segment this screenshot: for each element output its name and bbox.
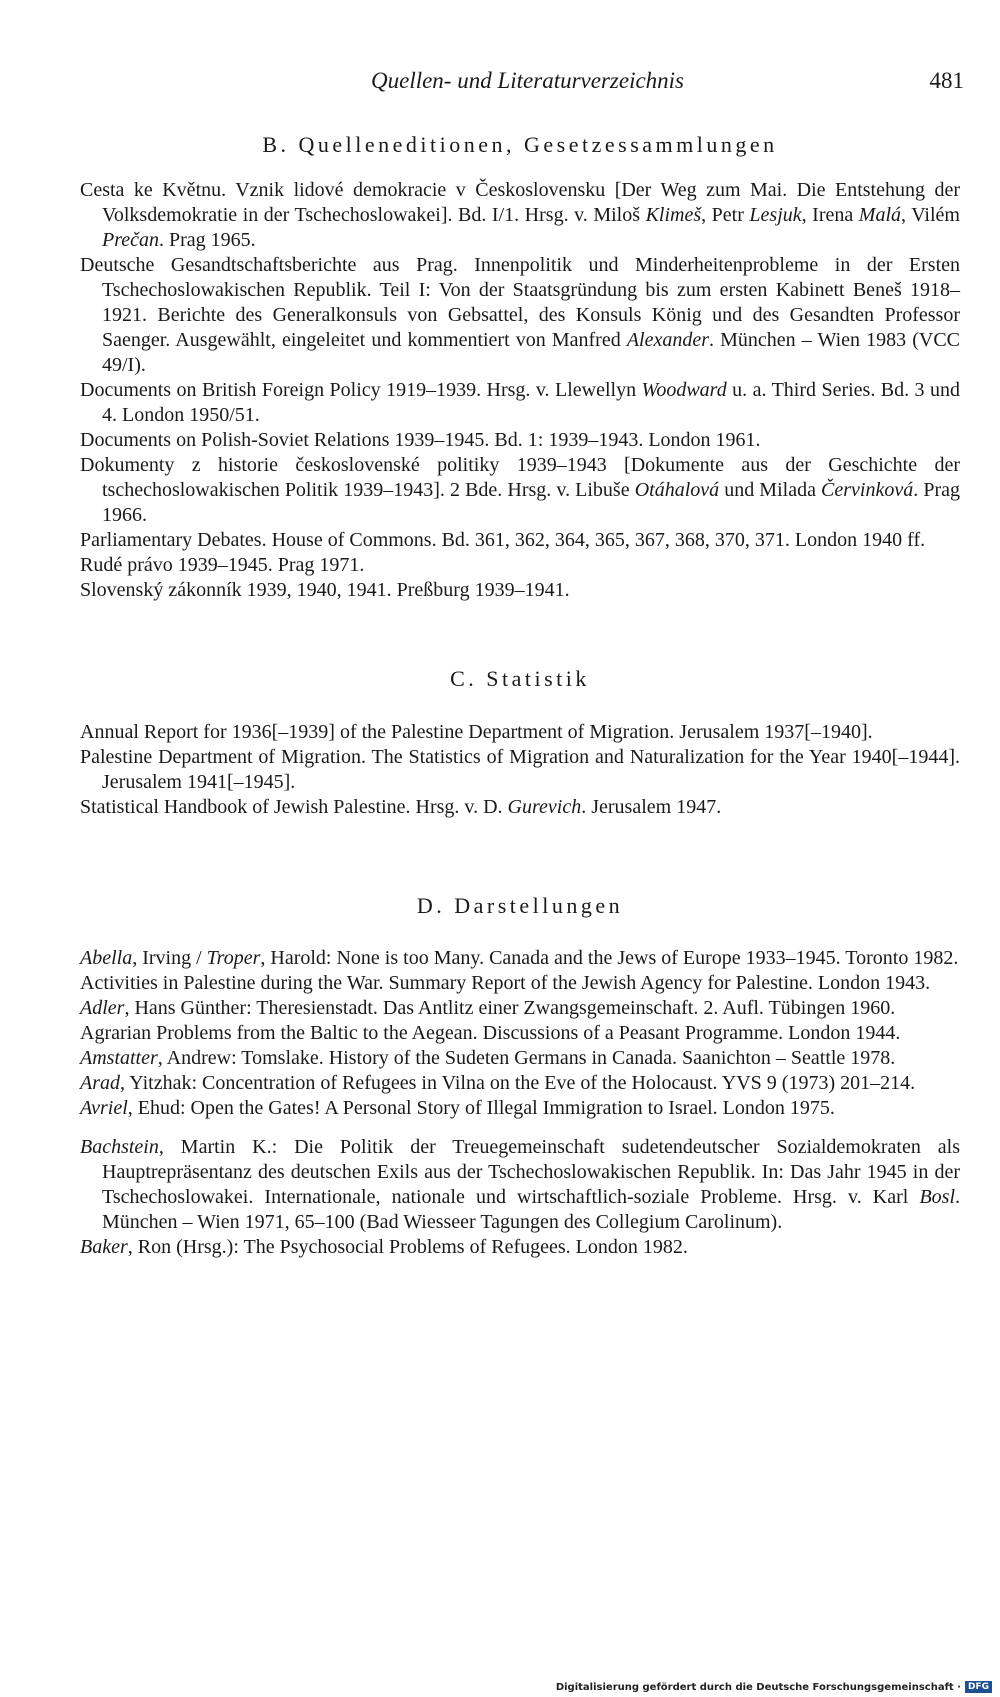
bibliography-entry xyxy=(80,1021,960,1046)
entry-text: , Martin K.: Die Politik der Treuegemeinschaft sudetendeutscher Sozialdemokraten als Hauptrepräsentanz des deutschen Exils aus der Tschechoslowakischen Republik. In: Das Jahr 1945 in der Tschechoslowakei. Internationale, nationale und wirtschaftlich-soziale Probleme. Hrsg. v. Karl xyxy=(102,1136,960,1208)
entry-text: Slovenský zákonník 1939, 1940, 1941. Preßburg 1939–1941. xyxy=(80,579,570,601)
entry-text: Rudé právo 1939–1945. Prag 1971. xyxy=(80,554,365,576)
entry-text: Dokumenty z historie československé politiky 1939–1943 [Dokumente aus der Geschichte der tschechoslowakischen Politik 1939–1943]. 2 Bde. Hrsg. v. Libuše xyxy=(80,454,960,501)
entry-text: , Harold: None is too Many. Canada and the Jews of Europe 1933–1945. Toronto 1982. xyxy=(260,947,959,969)
dfg-logo: DFG xyxy=(965,1681,992,1693)
section-c-entries xyxy=(80,720,960,820)
entry-text: Annual Report for 1936[–1939] of the Palestine Department of Migration. Jerusalem 1937[–1940]. xyxy=(80,721,873,743)
entry-text: , Hans Günther: Theresienstadt. Das Antlitz einer Zwangsgemeinschaft. 2. Aufl. Tübingen 1960. xyxy=(124,997,896,1019)
author-name: Gurevich xyxy=(507,796,582,818)
entry-text: , Irving / xyxy=(132,947,207,969)
bibliography-entry xyxy=(80,1235,960,1260)
section-d-entries xyxy=(80,946,960,1260)
bibliography-entry xyxy=(80,971,960,996)
bibliography-entry xyxy=(80,720,960,745)
section-heading-c: C. Statistik xyxy=(450,666,590,691)
bibliography-entry xyxy=(80,996,960,1021)
page-number: 481 xyxy=(929,68,964,93)
author-name: Lesjuk xyxy=(749,204,802,226)
entry-text: , Ehud: Open the Gates! A Personal Story of Illegal Immigration to Israel. London 1975. xyxy=(127,1097,835,1119)
bibliography-entry xyxy=(80,428,960,453)
entry-text: . Prag 1966. xyxy=(102,479,960,526)
author-name: Troper xyxy=(206,947,261,969)
section-heading-b: B. Quelleneditionen, Gesetzessammlungen xyxy=(262,132,778,157)
bibliography-entry xyxy=(80,1096,960,1121)
author-name: Malá xyxy=(858,204,902,226)
entry-text: , Irena xyxy=(801,204,859,226)
author-name: Alexander xyxy=(626,329,710,351)
author-name: Bosl xyxy=(919,1186,955,1208)
author-name: Baker xyxy=(80,1236,128,1258)
entry-text: , Vilém xyxy=(901,204,960,226)
entry-text: Documents on Polish-Soviet Relations 1939–1945. Bd. 1: 1939–1943. London 1961. xyxy=(80,429,761,451)
entry-text: , Ron (Hrsg.): The Psychosocial Problems of Refugees. London 1982. xyxy=(127,1236,688,1258)
author-name: Prečan xyxy=(102,229,160,251)
bibliography-entry xyxy=(80,1135,960,1235)
footer-text: Digitalisierung gefördert durch die Deutsche Forschungsgemeinschaft · xyxy=(555,1681,961,1693)
section-heading-d: D. Darstellungen xyxy=(416,893,624,918)
entry-text: Statistical Handbook of Jewish Palestine. Hrsg. v. D. xyxy=(80,796,508,818)
entry-text: u. a. Third Series. Bd. 3 und 4. London 1950/51. xyxy=(102,379,960,426)
entry-text: , Petr xyxy=(701,204,750,226)
entry-text: . Jerusalem 1947. xyxy=(581,796,722,818)
entry-text: . Prag 1965. xyxy=(159,229,256,251)
section-b-entries xyxy=(80,178,960,603)
bibliography-entry xyxy=(80,1071,960,1096)
bibliography-entry xyxy=(80,1046,960,1071)
author-name: Adler xyxy=(80,997,125,1019)
entry-text: Activities in Palestine during the War. Summary Report of the Jewish Agency for Palestine. London 1943. xyxy=(80,972,931,994)
author-name: Červinková xyxy=(821,479,914,501)
bibliography-entry xyxy=(80,253,960,378)
entry-text: . München – Wien 1983 (VCC 49/I). xyxy=(102,329,961,376)
bibliography-entry xyxy=(80,553,960,578)
author-name: Arad xyxy=(80,1072,120,1094)
bibliography-entry xyxy=(80,528,960,553)
bibliography-entry xyxy=(80,946,960,971)
author-name: Otáhalová xyxy=(634,479,720,501)
entry-text: . München – Wien 1971, 65–100 (Bad Wiesseer Tagungen des Collegium Carolinum). xyxy=(102,1186,960,1233)
entry-text: Documents on British Foreign Policy 1919–1939. Hrsg. v. Llewellyn xyxy=(80,379,642,401)
author-name: Avriel xyxy=(80,1097,128,1119)
bibliography-entry xyxy=(80,453,960,528)
bibliography-entry xyxy=(80,745,960,795)
author-name: Bachstein xyxy=(80,1136,159,1158)
entry-text: Agrarian Problems from the Baltic to the Aegean. Discussions of a Peasant Programme. London 1944. xyxy=(80,1022,901,1044)
bibliography-entry xyxy=(80,178,960,253)
entry-text: Palestine Department of Migration. The Statistics of Migration and Naturalization for the Year 1940[–1944]. Jerusalem 1941[–1945]. xyxy=(80,746,960,793)
digitization-footer xyxy=(556,1681,992,1693)
page-header xyxy=(0,68,1000,108)
entry-text: , Yitzhak: Concentration of Refugees in Vilna on the Eve of the Holocaust. YVS 9 (1973) 201–214. xyxy=(120,1072,916,1094)
entry-text: Parliamentary Debates. House of Commons. Bd. 361, 362, 364, 365, 367, 368, 370, 371. London 1940 ff. xyxy=(80,529,926,551)
author-name: Amstatter xyxy=(80,1047,158,1069)
running-title: Quellen- und Literaturverzeichnis xyxy=(371,68,685,93)
entry-text: , Andrew: Tomslake. History of the Sudeten Germans in Canada. Saanichton – Seattle 1978. xyxy=(157,1047,896,1069)
author-name: Klimeš xyxy=(645,204,702,226)
entry-text: Cesta ke Květnu. Vznik lidové demokracie v Československu [Der Weg zum Mai. Die Entstehung der Volksdemokratie in der Tschechoslowakei]. Bd. I/1. Hrsg. v. Miloš xyxy=(80,179,960,226)
entry-text: und Milada xyxy=(719,479,822,501)
entry-text: Deutsche Gesandtschaftsberichte aus Prag. Innenpolitik und Minderheitenprobleme in der Ersten Tschechoslowakischen Republik. Teil I: Von der Staatsgründung bis zum ersten Kabinett Beneš 1918–1921. Berichte des Generalkonsuls von Gebsattel, des Konsuls König und des Gesandten Professor Saenger. Ausgewählt, eingeleitet und kommentiert von Manfred xyxy=(80,254,960,351)
author-name: Woodward xyxy=(641,379,727,401)
bibliography-entry xyxy=(80,378,960,428)
bibliography-entry xyxy=(80,578,960,603)
bibliography-entry xyxy=(80,795,960,820)
author-name: Abella xyxy=(80,947,133,969)
